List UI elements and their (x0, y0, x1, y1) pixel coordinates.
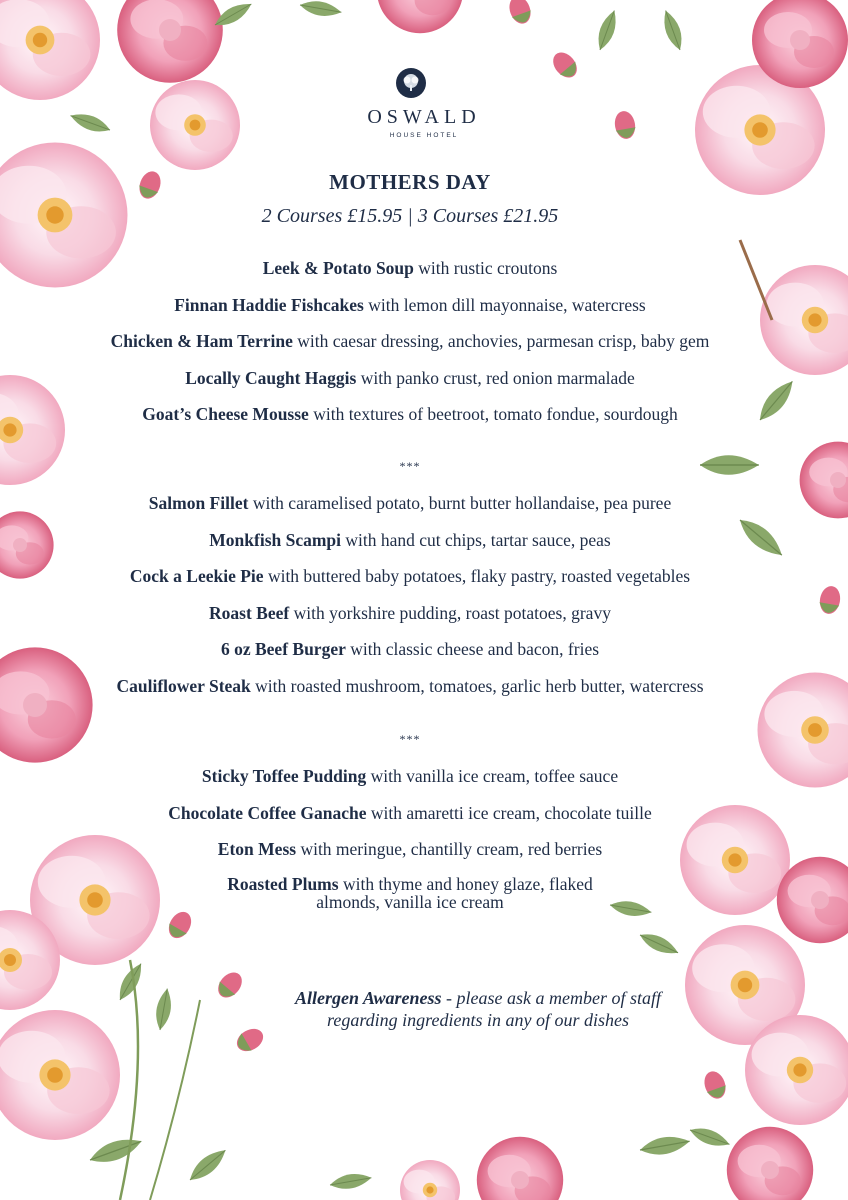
menu-item (0, 367, 820, 404)
allergen-notice (280, 988, 676, 1031)
menu-item (0, 765, 820, 802)
mains-section (0, 492, 820, 711)
dish-name: Finnan Haddie Fishcakes (174, 294, 364, 315)
menu-item (0, 602, 820, 639)
dish-name: Chicken & Ham Terrine (110, 331, 293, 351)
menu-item (0, 403, 820, 440)
dish-name: Sticky Toffee Pudding (201, 766, 367, 786)
dish-desc: with panko crust, red onion marmalade (360, 367, 635, 388)
dish-desc: with buttered baby potatoes, flaky pastry, roasted vegetables (267, 566, 691, 586)
menu-item (0, 492, 820, 529)
dish-desc: with lemon dill mayonnaise, watercress (368, 294, 646, 315)
dish-name: Cock a Leekie Pie (129, 566, 264, 586)
dish-desc: with caesar dressing, anchovies, parmesan crisp, baby gem (297, 331, 710, 351)
tree-icon (396, 68, 426, 98)
menu-item (0, 638, 820, 675)
menu-item (0, 875, 820, 912)
starters-section (0, 257, 820, 440)
menu-item (0, 838, 820, 875)
brand-subtitle: HOUSE HOTEL (389, 132, 459, 139)
course-separator: *** (399, 732, 421, 746)
dish-name: Cauliflower Steak (116, 675, 251, 696)
dish-desc: with yorkshire pudding, roast potatoes, gravy (293, 602, 611, 623)
dish-desc: with classic cheese and bacon, fries (350, 639, 600, 659)
dish-name: Salmon Fillet (148, 493, 249, 513)
dish-name: Locally Caught Haggis (185, 367, 357, 388)
dish-desc: with caramelised potato, burnt butter hollandaise, pea puree (252, 493, 672, 513)
dish-name: Roast Beef (209, 602, 290, 623)
dish-desc: with roasted mushroom, tomatoes, garlic herb butter, watercress (255, 675, 704, 696)
menu-item (0, 529, 820, 566)
dish-name: Monkfish Scampi (209, 529, 342, 550)
menu-item (0, 565, 820, 602)
course-separator: *** (399, 459, 421, 473)
menu-item (0, 802, 820, 839)
dish-name: Goat’s Cheese Mousse (142, 404, 309, 424)
dish-name: Leek & Potato Soup (262, 258, 414, 278)
brand-name: OSWALD (367, 106, 481, 128)
dish-name: Chocolate Coffee Ganache (168, 802, 367, 823)
dish-desc: with amaretti ice cream, chocolate tuille (370, 802, 652, 823)
menu-title: MOTHERS DAY (329, 170, 491, 194)
menu-item (0, 330, 820, 367)
dish-desc: with rustic croutons (418, 258, 558, 278)
allergen-label: Allergen Awareness (295, 988, 442, 1008)
dish-name: Roasted Plums (227, 873, 339, 894)
dish-name: Eton Mess (217, 839, 297, 859)
dish-name: 6 oz Beef Burger (220, 639, 346, 659)
menu-item (0, 257, 820, 294)
desserts-section (0, 765, 820, 911)
dish-desc: with vanilla ice cream, toffee sauce (370, 766, 619, 786)
dish-desc: with thyme and honey glaze, flaked almonds, vanilla ice cream (316, 873, 593, 912)
menu-item (0, 675, 820, 712)
dish-desc: with hand cut chips, tartar sauce, peas (345, 529, 611, 550)
menu-prices: 2 Courses £15.95 | 3 Courses £21.95 (261, 205, 559, 227)
menu-item (0, 294, 820, 331)
dish-desc: with textures of beetroot, tomato fondue, sourdough (313, 404, 678, 424)
allergen-text: - please ask a member of staff regarding ingredients in any of our dishes (327, 988, 661, 1030)
dish-desc: with meringue, chantilly cream, red berries (300, 839, 603, 859)
